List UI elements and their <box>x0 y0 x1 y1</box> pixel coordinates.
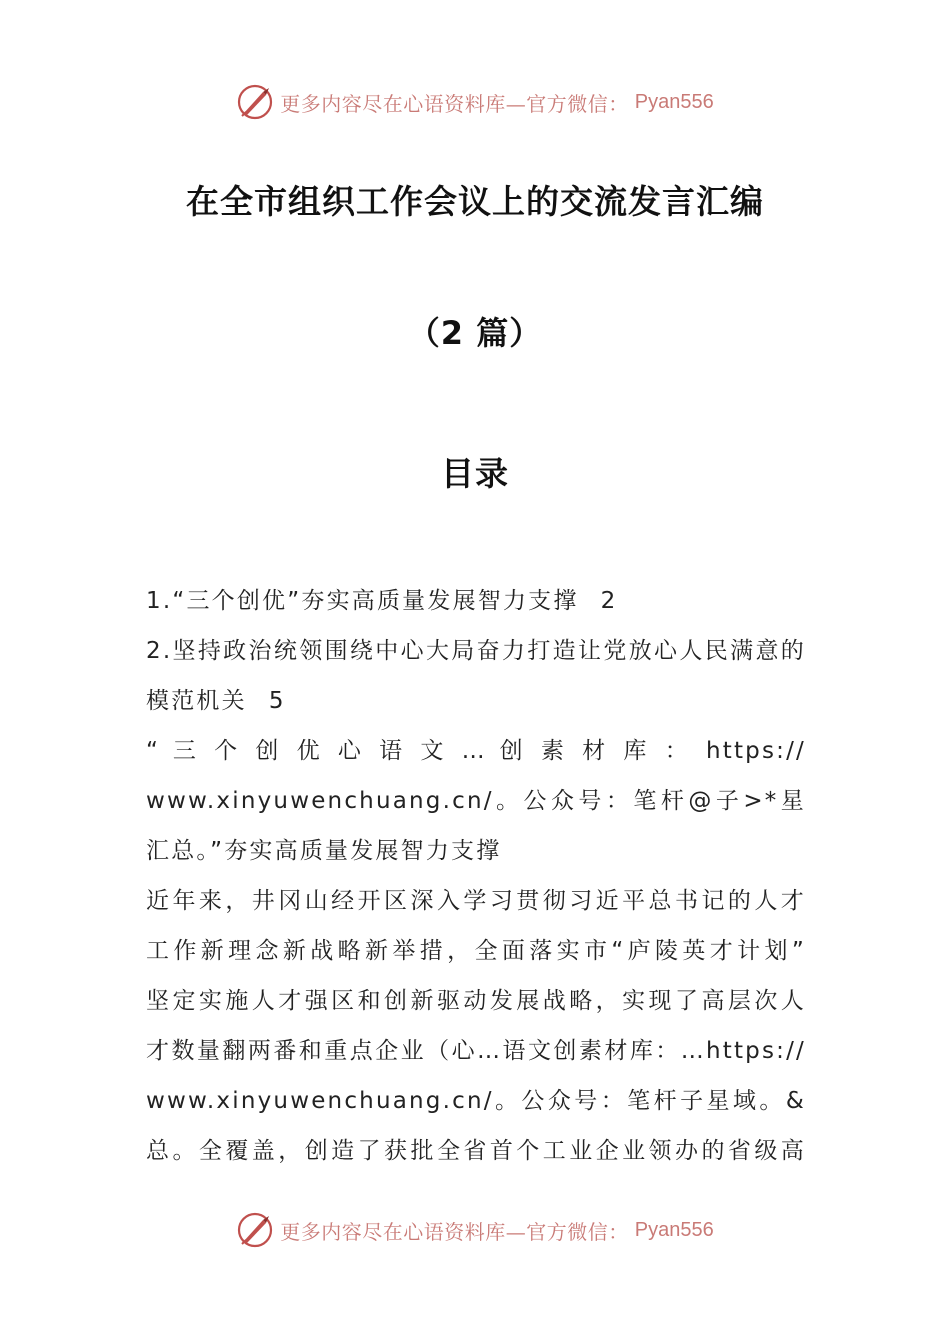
toc-heading: 目录 <box>441 454 509 493</box>
body-line: 才数量翻两番和重点企业（心…语文创素材库：…https:// <box>146 1038 806 1064</box>
banner-text: 更多内容尽在心语资料库—官方微信： <box>280 1219 629 1244</box>
toc-item-label: 1.“三个创优”夯实高质量发展智力支撑 <box>146 588 579 614</box>
body-line: “ 三 个 创 优 心 语 文 … 创 素 材 库 ： https:// <box>146 738 806 764</box>
body-line: 坚定实施人才强区和创新驱动发展战略，实现了高层次人 <box>146 988 806 1014</box>
banner-text: 更多内容尽在心语资料库—官方微信： <box>280 91 629 116</box>
document-title: 在全市组织工作会议上的交流发言汇编 <box>186 182 764 221</box>
toc-item-2[interactable] <box>146 626 806 676</box>
body-line: 汇总。”夯实高质量发展智力支撑 <box>146 838 502 864</box>
body-line: www.xinyuwenchuang.cn/。公众号：笔杆子星域。& <box>146 1088 806 1114</box>
toc-item-label-line1: 2.坚持政治统领围绕中心大局奋力打造让党放心人民满意的 <box>146 638 806 664</box>
body-line: 总。全覆盖，创造了获批全省首个工业企业领办的省级高 <box>146 1138 806 1164</box>
footer-banner <box>0 1208 950 1252</box>
body-line: www.xinyuwenchuang.cn/。公众号：笔杆@子>*星 <box>146 788 806 814</box>
toc-item-page: 5 <box>268 688 286 714</box>
toc-item-2-cont[interactable] <box>146 676 806 726</box>
document-body <box>146 576 806 1176</box>
toc-item-page: 2 <box>600 588 618 614</box>
quill-pen-logo-icon <box>236 83 274 121</box>
quill-pen-logo-icon <box>236 1211 274 1249</box>
body-line: 工作新理念新战略新举措，全面落实市“庐陵英才计划” <box>146 938 806 964</box>
toc-item-1[interactable] <box>146 576 806 626</box>
toc-item-label-line2: 模范机关 <box>146 688 247 714</box>
banner-wechat-id: Pyan556 <box>634 90 714 113</box>
header-banner <box>0 80 950 124</box>
document-subtitle: （2 篇） <box>407 314 543 352</box>
banner-wechat-id: Pyan556 <box>634 1218 714 1241</box>
body-line: 近年来，井冈山经开区深入学习贯彻习近平总书记的人才 <box>146 888 806 914</box>
